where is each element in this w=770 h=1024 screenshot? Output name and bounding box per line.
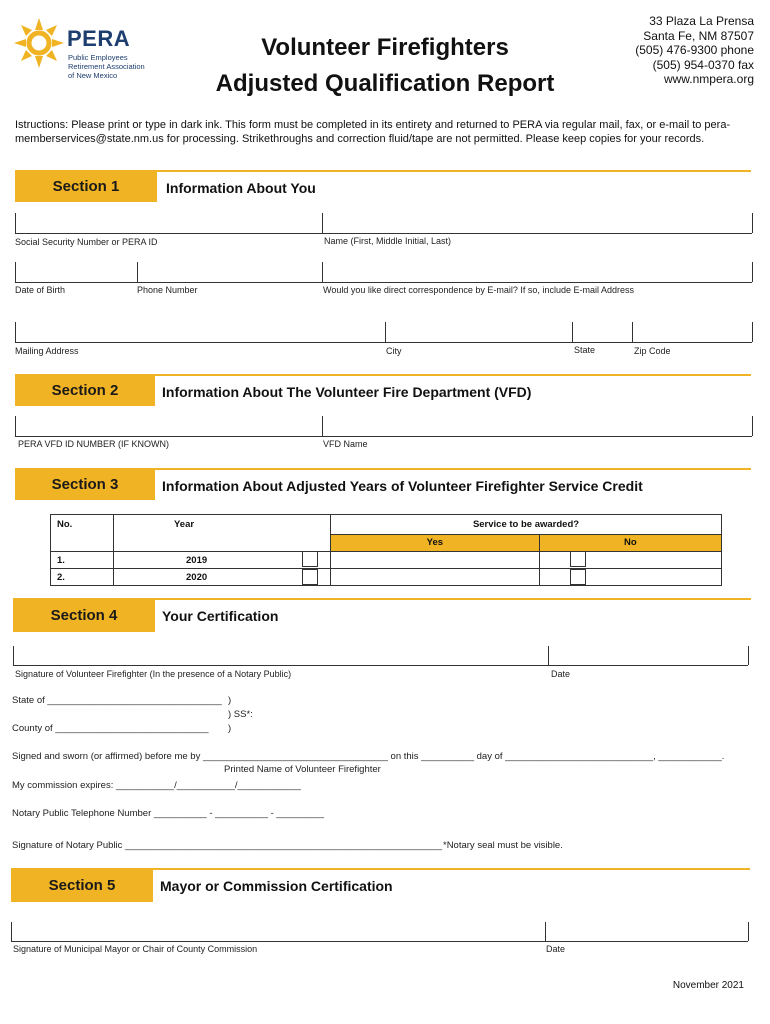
form-title: Volunteer Firefighters Adjusted Qualification Report (215, 34, 555, 97)
service-credit-table (50, 514, 722, 586)
table-row (51, 569, 722, 586)
col-no-choice-header: No (539, 534, 721, 551)
section-4-rule (155, 598, 751, 600)
section-3-title: Information About Adjusted Years of Volunteer Firefighter Service Credit (162, 478, 643, 494)
firefighter-signature-label: Signature of Volunteer Firefighter (In the presence of a Notary Public) (15, 669, 292, 679)
county-of-line[interactable]: County of _____________________________ (12, 723, 209, 734)
section-2-title: Information About The Volunteer Fire Department (VFD) (162, 384, 532, 400)
sun-icon (12, 16, 66, 70)
signed-sworn-line[interactable]: Signed and sworn (or affirmed) before me by ___________________________________ on this __________ day of ____________________________, ____________. (12, 751, 725, 762)
col-year-header: Year (114, 515, 331, 552)
city-label: City (386, 346, 402, 356)
notary-phone-line[interactable]: Notary Public Telephone Number __________ - __________ - _________ (12, 808, 324, 819)
section-5-rule (153, 868, 750, 870)
row-number: 2. (51, 569, 114, 586)
pera-logo (12, 12, 172, 90)
state-of-line[interactable]: State of _________________________________ (12, 695, 222, 706)
yes-checkbox-2020[interactable] (302, 569, 318, 585)
col-service-header: Service to be awarded? (331, 515, 722, 535)
section-1-tab: Section 1 (15, 170, 157, 202)
no-checkbox-2019[interactable] (570, 551, 586, 567)
ssn-label: Social Security Number or PERA ID (15, 237, 158, 247)
commission-expires-line[interactable]: My commission expires: ___________/___________/____________ (12, 780, 301, 791)
instructions: Istructions: Please print or type in dark ink. This form must be completed in its entirety and returned to PERA via regular mail, fax, or e-mail to pera-memberservices@state.nm.us for processing. Strikethroughs and correction fluid/tape are not permitted. Please keep copies for your records. (15, 119, 731, 145)
section-1-title: Information About You (166, 180, 316, 196)
section-5-tab: Section 5 (11, 868, 153, 902)
col-yes-header: Yes (331, 534, 540, 551)
email-label: Would you like direct correspondence by E-mail? If so, include E-mail Address (323, 285, 634, 295)
section-5-title: Mayor or Commission Certification (160, 878, 393, 894)
row-year: 2020 (114, 569, 331, 586)
vfd-id-label: PERA VFD ID NUMBER (IF KNOWN) (18, 439, 170, 449)
mayor-signature-label: Signature of Municipal Mayor or Chair of County Commission (13, 944, 258, 954)
vfd-name-label: VFD Name (323, 439, 368, 449)
pera-address: 33 Plaza La Prensa Santa Fe, NM 87507 (505) 476-9300 phone (505) 954-0370 fax www.nmpera.org (635, 14, 754, 86)
row-number: 1. (51, 552, 114, 569)
logo-name: PERA (67, 26, 131, 51)
firefighter-date-label: Date (551, 669, 571, 679)
notary-seal-note: *Notary seal must be visible. (443, 840, 563, 851)
section-2-rule (155, 374, 751, 376)
no-checkbox-2020[interactable] (570, 569, 586, 585)
mailing-address-label: Mailing Address (15, 346, 79, 356)
row-year: 2019 (114, 552, 331, 569)
logo-subtitle: Public Employees Retirement Association of New Mexico (68, 53, 145, 80)
printed-name-label: Printed Name of Volunteer Firefighter (224, 764, 381, 775)
footer-date: November 2021 (672, 980, 744, 991)
section-3-tab: Section 3 (15, 468, 155, 500)
section-2-tab: Section 2 (15, 374, 155, 406)
section-4-tab: Section 4 (13, 598, 155, 632)
mayor-date-label: Date (546, 944, 566, 954)
paren-1: ) (228, 695, 232, 706)
table-row (51, 552, 722, 569)
paren-3: ) (228, 723, 232, 734)
zip-label: Zip Code (634, 346, 671, 356)
col-no-header: No. (51, 515, 114, 552)
section-3-rule (155, 468, 751, 470)
ss-marker: ) SS*: (228, 709, 253, 720)
name-label: Name (First, Middle Initial, Last) (324, 236, 452, 246)
state-label: State (574, 345, 596, 355)
yes-checkbox-2019[interactable] (302, 551, 318, 567)
dob-label: Date of Birth (15, 285, 66, 295)
section-4-title: Your Certification (162, 608, 279, 624)
phone-label: Phone Number (137, 285, 198, 295)
section-1-rule (157, 170, 751, 172)
notary-signature-line[interactable]: Signature of Notary Public ____________________________________________________________ (12, 840, 443, 851)
